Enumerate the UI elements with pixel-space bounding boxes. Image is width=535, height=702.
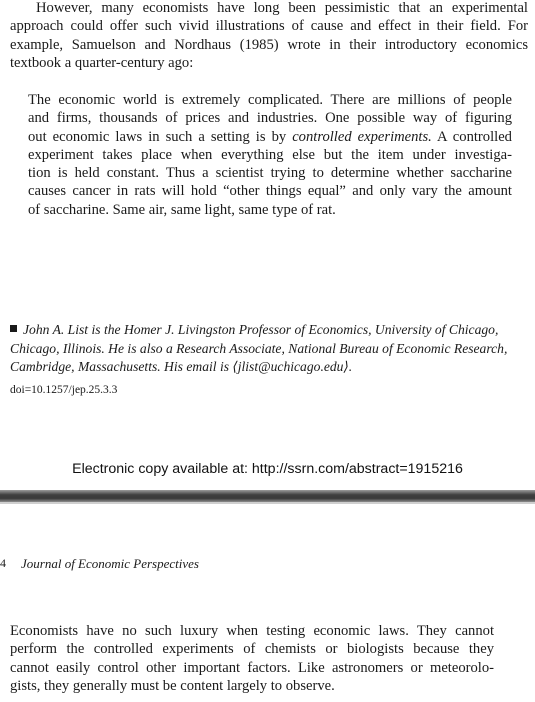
block-quote [28, 91, 512, 219]
page-number: 4 [0, 556, 6, 570]
quote-line: and firms, thousands of prices and industries. One possible way of figuring [28, 110, 512, 127]
body-paragraph [10, 622, 494, 695]
square-bullet-icon [10, 325, 17, 332]
quote-line: experiment takes place when everything else but the item under investiga- [28, 146, 512, 163]
intro-line: approach could offer such vivid illustrations of cause and effect in their field. For [10, 18, 528, 35]
intro-line: example, Samuelson and Nordhaus (1985) wrote in their introductory economics [10, 36, 528, 53]
running-head: Journal of Economic Perspectives [21, 556, 199, 571]
body-line: perform the controlled experiments of chemists or biologists because they [10, 641, 494, 658]
quote-line: causes cancer in rats will hold “other things equal” and only vary the amount [28, 183, 512, 200]
intro-line: textbook a quarter-century ago: [10, 54, 194, 71]
quote-line: tion is held constant. Thus a scientist trying to determine whether saccharine [28, 165, 512, 182]
ssrn-notice: Electronic copy available at: http://ssrn.com/abstract=1915216 [72, 461, 463, 477]
quote-line: out economic laws in such a setting is by controlled experiments. A controlled [28, 128, 512, 145]
emphasis-controlled-experiments: controlled experiments. [292, 128, 432, 145]
author-note-text: John A. List is the Homer J. Livingston Professor of Economics, University of Chicago, Chicago, Illinois. He is also a Research Associate, National Bureau of Economic Research, Cambridge, Massachusetts. His email is ⟨jlist@uchicago.edu⟩. [10, 322, 508, 375]
quote-line: of saccharine. Same air, same light, same type of rat. [28, 201, 336, 218]
quote-line: The economic world is extremely complicated. There are millions of people [28, 92, 512, 108]
doi-label: doi=10.1257/jep.25.3.3 [10, 384, 118, 396]
page-separator [0, 490, 535, 502]
page-separator-edge [0, 502, 535, 504]
body-line: cannot easily control other important factors. Like astronomers or meteorolo- [10, 659, 494, 676]
author-note [10, 321, 528, 377]
intro-paragraph [10, 0, 528, 72]
body-line: Economists have no such luxury when testing economic laws. They cannot [10, 623, 494, 639]
body-line: gists, they generally must be content largely to observe. [10, 677, 335, 694]
intro-line: However, many economists have long been pessimistic that an experimental [36, 0, 528, 16]
